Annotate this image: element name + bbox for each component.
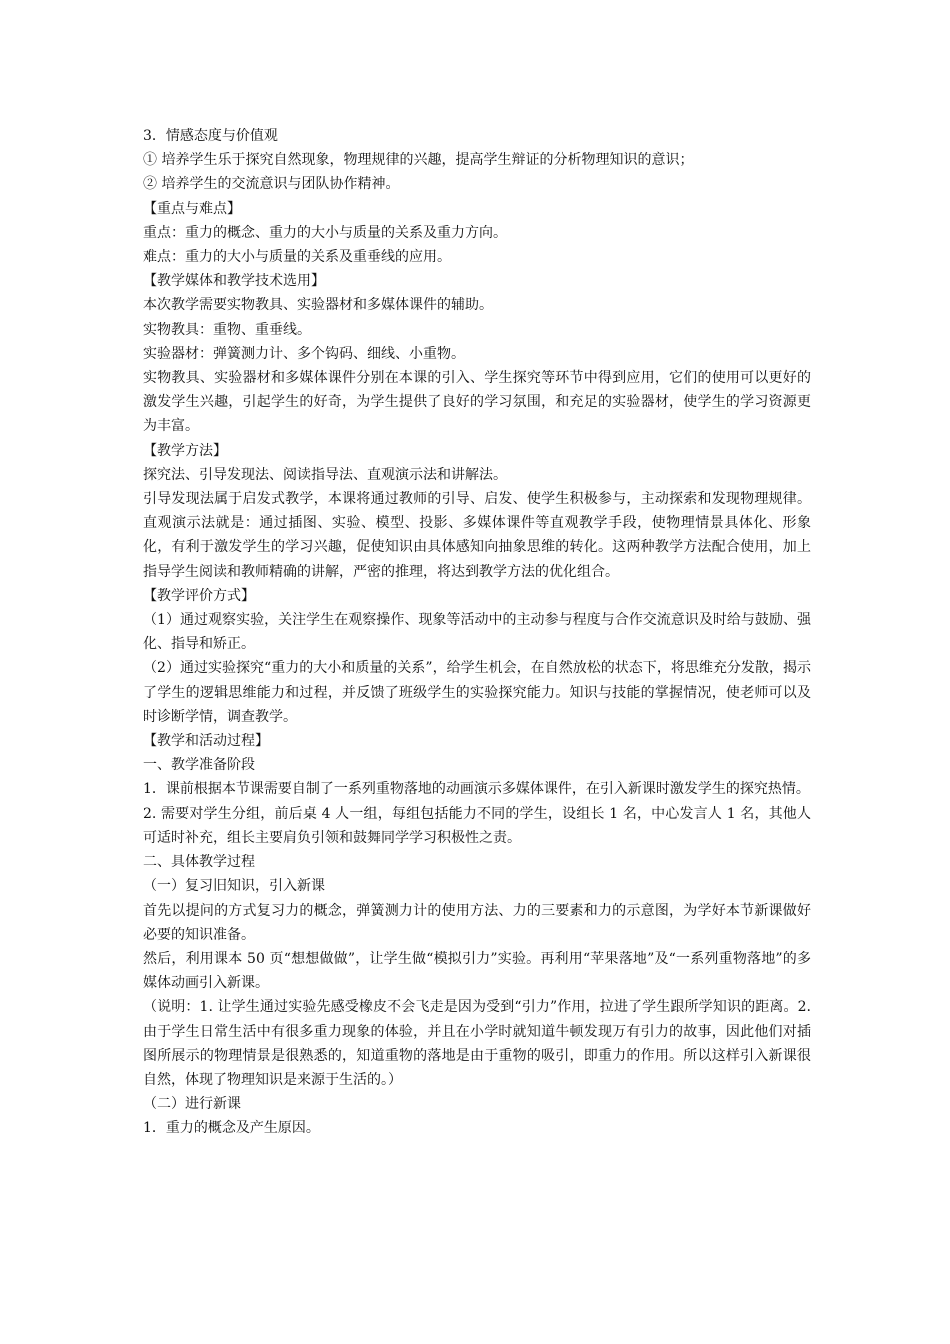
goal-item-2: ② 培养学生的交流意识与团队协作精神。	[143, 176, 400, 193]
gravity-concept-item: 1．重力的概念及产生原因。	[143, 1120, 320, 1137]
evaluation-item-1: （1）通过观察实验，关注学生在观察操作、现象等活动中的主动参与程度与合作交流意识及时给与鼓励、强化、指导和矫正。	[143, 612, 811, 653]
section-heading-key-points: 【重点与难点】	[143, 200, 241, 217]
review-paragraph: 首先以提问的方式复习力的概念，弹簧测力计的使用方法、力的三要素和力的示意图，为学好本节新课做好必要的知识准备。	[143, 902, 811, 943]
note-paragraph: （说明：1. 让学生通过实验先感受橡皮不会飞走是因为受到“引力”作用，拉进了学生跟所学知识的距离。2. 由于学生日常生活中有很多重力现象的体验，并且在小学时就知道牛顿发现万有引力的故事，因此他们对插图所展示的物理情景是很熟悉的，知道重物的落地是由于重物的吸引，即重力的作用。所以这样引入新课很自然，体现了物理知识是来源于生活的。）	[143, 999, 811, 1088]
evaluation-item-2: （2）通过实验探究“重力的大小和质量的关系”，给学生机会，在自然放松的状态下，将思维充分发散，揭示了学生的逻辑思维能力和过程，并反馈了班级学生的实验探究能力。知识与技能的掌握情况，使老师可以及时诊断学情，调查教学。	[143, 660, 811, 725]
media-usage-paragraph: 实物教具、实验器材和多媒体课件分别在本课的引入、学生探究等环节中得到应用，它们的使用可以更好的激发学生兴趣，引起学生的好奇，为学生提供了良好的学习氛围，和充足的实验器材，使学生的学习资源更为丰富。	[143, 370, 811, 435]
media-intro: 本次教学需要实物教具、实验器材和多媒体课件的辅助。	[143, 297, 493, 314]
preparation-item-2: 2. 需要对学生分组，前后桌 4 人一组，每组包括能力不同的学生，设组长 1 名，中心发言人 1 名，其他人可适时补充，组长主要肩负引领和鼓舞同学学习积极性之责。	[143, 805, 811, 846]
methods-paragraph: 引导发现法属于启发式教学，本课将通过教师的引导、启发、使学生积极参与，主动探索和发现物理规律。直观演示法就是：通过插图、实验、模型、投影、多媒体课件等直观教学手段，使物理情景具体化、形象化，有利于激发学生的学习兴趣，促使知识由具体感知向抽象思维的转化。这两种教学方法配合使用，加上指导学生阅读和教师精确的讲解，严密的推理，将达到教学方法的优化组合。	[143, 491, 811, 580]
difficult-point: 难点：重力的大小与质量的关系及重垂线的应用。	[143, 249, 451, 266]
goal-item-1: ① 培养学生乐于探究自然现象，物理规律的兴趣，提高学生辩证的分析物理知识的意识；	[143, 152, 694, 169]
section-heading-process: 【教学和活动过程】	[143, 733, 269, 750]
intro-paragraph: 然后，利用课本 50 页“想想做做”，让学生做“模拟引力”实验。再利用“苹果落地”及“一系列重物落地”的多媒体动画引入新课。	[143, 950, 811, 992]
document-page	[143, 124, 811, 1141]
section-heading-media: 【教学媒体和教学技术选用】	[143, 273, 325, 290]
media-lab-equipment: 实验器材：弹簧测力计、多个钩码、细线、小重物。	[143, 345, 465, 362]
preparation-item-1: 1．课前根据本节课需要自制了一系列重物落地的动画演示多媒体课件，在引入新课时激发学生的探究热情。	[143, 781, 810, 798]
step-review-heading: （一）复习旧知识，引入新课	[143, 878, 325, 895]
methods-list: 探究法、引导发现法、阅读指导法、直观演示法和讲解法。	[143, 466, 507, 483]
section-heading-methods: 【教学方法】	[143, 442, 227, 459]
subheading-preparation: 一、教学准备阶段	[143, 757, 255, 774]
subheading-teaching-process: 二、具体教学过程	[143, 854, 255, 871]
section-heading-evaluation: 【教学评价方式】	[143, 587, 255, 604]
step-new-lesson-heading: （二）进行新课	[143, 1096, 241, 1113]
key-point: 重点：重力的概念、重力的大小与质量的关系及重力方向。	[143, 224, 507, 241]
media-teaching-aids: 实物教具：重物、重垂线。	[143, 321, 311, 338]
heading-affective-goals: 3．情感态度与价值观	[143, 128, 278, 144]
